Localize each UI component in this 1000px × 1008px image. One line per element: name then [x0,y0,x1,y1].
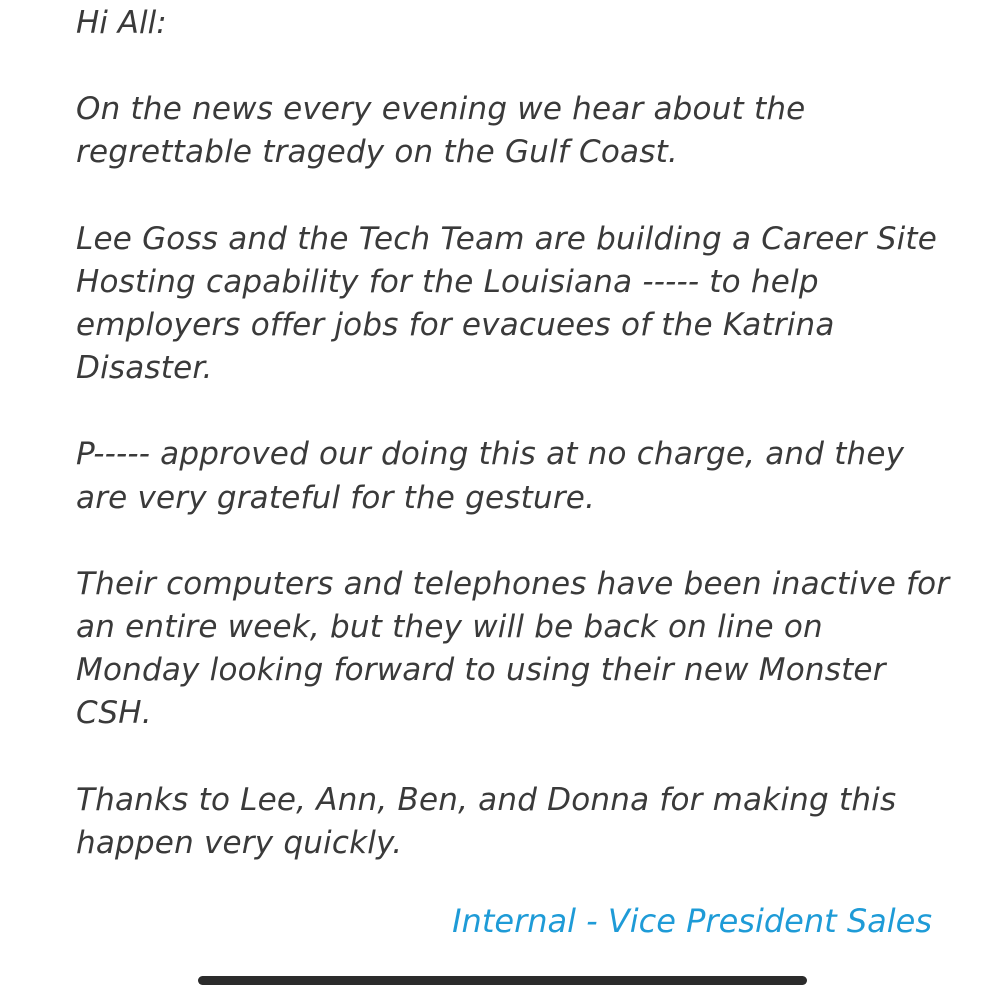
message-body [76,0,956,865]
greeting: Hi All: [76,5,167,41]
paragraph-approval: P----- approved our doing this at no charge, and they are very grateful for the gesture. [76,436,905,516]
paragraph-back-online: Their computers and telephones have been inactive for an entire week, but they will be back on line on Monday looking forward to using their new Monster CSH. [76,565,950,732]
signature: Internal - Vice President Sales [452,902,932,940]
paragraph-news: On the news every evening we hear about the regrettable tragedy on the Gulf Coast. [76,91,806,171]
paragraph-thanks: Thanks to Lee, Ann, Ben, and Donna for making this happen very quickly. [76,781,897,861]
paragraph-career-site: Lee Goss and the Tech Team are building a Career Site Hosting capability for the Louisiana ----- to help employers offer jobs for evacuees of the Katrina Disaster. [76,220,938,387]
home-indicator[interactable] [198,976,807,985]
